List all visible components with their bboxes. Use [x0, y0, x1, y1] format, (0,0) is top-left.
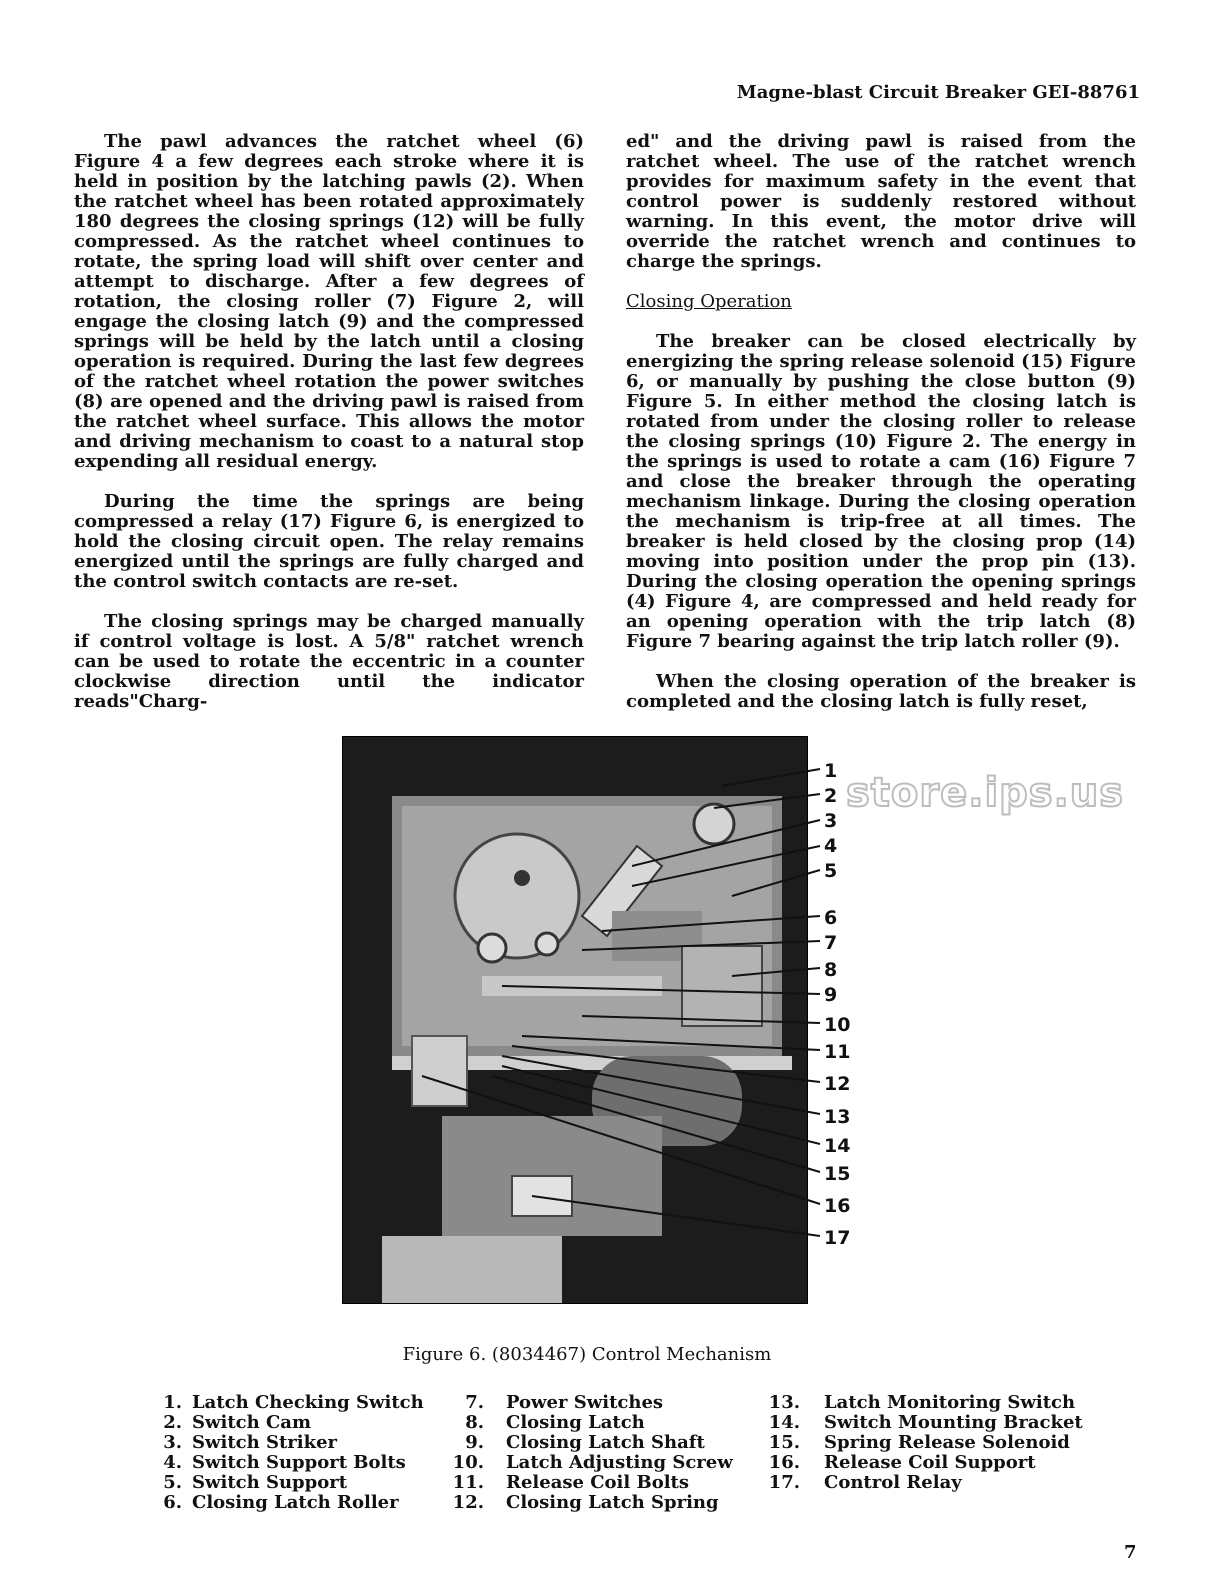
legend-item: 4. Switch Support Bolts [163, 1452, 406, 1473]
callout-5: 5 [824, 860, 838, 882]
callout-14: 14 [824, 1135, 851, 1157]
callout-9: 9 [824, 984, 838, 1006]
legend-item: 5. Switch Support [163, 1472, 348, 1493]
callout-10: 10 [824, 1014, 851, 1036]
callout-2: 2 [824, 785, 838, 807]
callout-leader-lines [342, 736, 822, 1304]
left-column [74, 132, 584, 732]
callout-3: 3 [824, 810, 838, 832]
watermark: store.ips.us [846, 770, 1125, 816]
page-header: Magne-blast Circuit Breaker GEI-88761 [736, 82, 1140, 103]
right-column [626, 132, 1136, 732]
legend-item: 2. Switch Cam [163, 1412, 311, 1433]
callout-7: 7 [824, 932, 838, 954]
legend-column-1 [150, 1393, 424, 1513]
callout-6: 6 [824, 907, 838, 929]
figure-callouts [808, 760, 868, 1260]
legend-item: 16. Release Coil Support [768, 1452, 1036, 1473]
legend-item: 14. Switch Mounting Bracket [768, 1412, 1083, 1433]
legend-item: 8. Closing Latch [465, 1412, 645, 1433]
callout-12: 12 [824, 1073, 851, 1095]
legend-item: 10. Latch Adjusting Screw [452, 1452, 733, 1473]
paragraph: When the closing operation of the breaker is completed and the closing latch is fully reset, [626, 671, 1136, 712]
legend-item: 11. Release Coil Bolts [452, 1472, 689, 1493]
callout-4: 4 [824, 835, 838, 857]
callout-16: 16 [824, 1195, 851, 1217]
paragraph: The breaker can be closed electrically by energizing the spring release solenoid (15) Figure 6, or manually by pushing the close button (9) Figure 5. In either method the closing latch is rotated from under the closing roller to release the closing springs (10) Figure 2. The energy in the springs is used to rotate a cam (16) Figure 7 and close the breaker through the operating mechanism linkage. During the closing operation the mechanism is trip-free at all times. The breaker is held closed by the closing prop (14) moving into position under the prop pin (13). During the closing operation the opening springs (4) Figure 4, are compressed and held ready for an opening operation with the trip latch (8) Figure 7 bearing against the trip latch roller (9). [626, 331, 1136, 652]
legend-item: 12. Closing Latch Spring [452, 1492, 719, 1513]
legend-item: 17. Control Relay [768, 1472, 962, 1493]
callout-11: 11 [824, 1041, 851, 1063]
callout-1: 1 [824, 760, 838, 782]
figure-caption: Figure 6. (8034467) Control Mechanism [402, 1344, 772, 1365]
legend-item: 1. Latch Checking Switch [163, 1392, 424, 1413]
legend-item: 7. Power Switches [465, 1392, 664, 1413]
callout-17: 17 [824, 1227, 851, 1249]
callout-8: 8 [824, 959, 838, 981]
callout-15: 15 [824, 1163, 851, 1185]
legend-column-2 [440, 1393, 733, 1513]
paragraph-continuation: ed" and the driving pawl is raised from the ratchet wheel. The use of the ratchet wrench provides for maximum safety in the event that control power is suddenly restored without warning. In this event, the motor drive will override the ratchet wrench and continues to charge the springs. [626, 131, 1136, 272]
section-heading: Closing Operation [626, 291, 792, 312]
legend-item: 6. Closing Latch Roller [163, 1492, 399, 1513]
callout-13: 13 [824, 1106, 851, 1128]
page-number: 7 [1124, 1542, 1137, 1563]
legend-item: 13. Latch Monitoring Switch [768, 1392, 1076, 1413]
legend-column-3 [760, 1393, 1083, 1493]
legend-item: 15. Spring Release Solenoid [768, 1432, 1070, 1453]
legend-item: 3. Switch Striker [163, 1432, 338, 1453]
paragraph: The closing springs may be charged manually if control voltage is lost. A 5/8" ratchet wrench can be used to rotate the eccentric in a counter clockwise direction until the indicator reads"Charg- [74, 611, 584, 712]
paragraph: The pawl advances the ratchet wheel (6) Figure 4 a few degrees each stroke where it is held in position by the latching pawls (2). When the ratchet wheel has been rotated approximately 180 degrees the closing springs (12) will be fully compressed. As the ratchet wheel continues to rotate, the spring load will shift over center and attempt to discharge. After a few degrees of rotation, the closing roller (7) Figure 2, will engage the closing latch (9) and the compressed springs will be held by the latch until a closing operation is required. During the last few degrees of the ratchet wheel rotation the power switches (8) are opened and the driving pawl is raised from the ratchet wheel surface. This allows the motor and driving mechanism to coast to a natural stop expending all residual energy. [74, 131, 584, 472]
legend-item: 9. Closing Latch Shaft [465, 1432, 705, 1453]
paragraph: During the time the springs are being compressed a relay (17) Figure 6, is energized to hold the closing circuit open. The relay remains energized until the springs are fully charged and the control switch contacts are re-set. [74, 491, 584, 592]
